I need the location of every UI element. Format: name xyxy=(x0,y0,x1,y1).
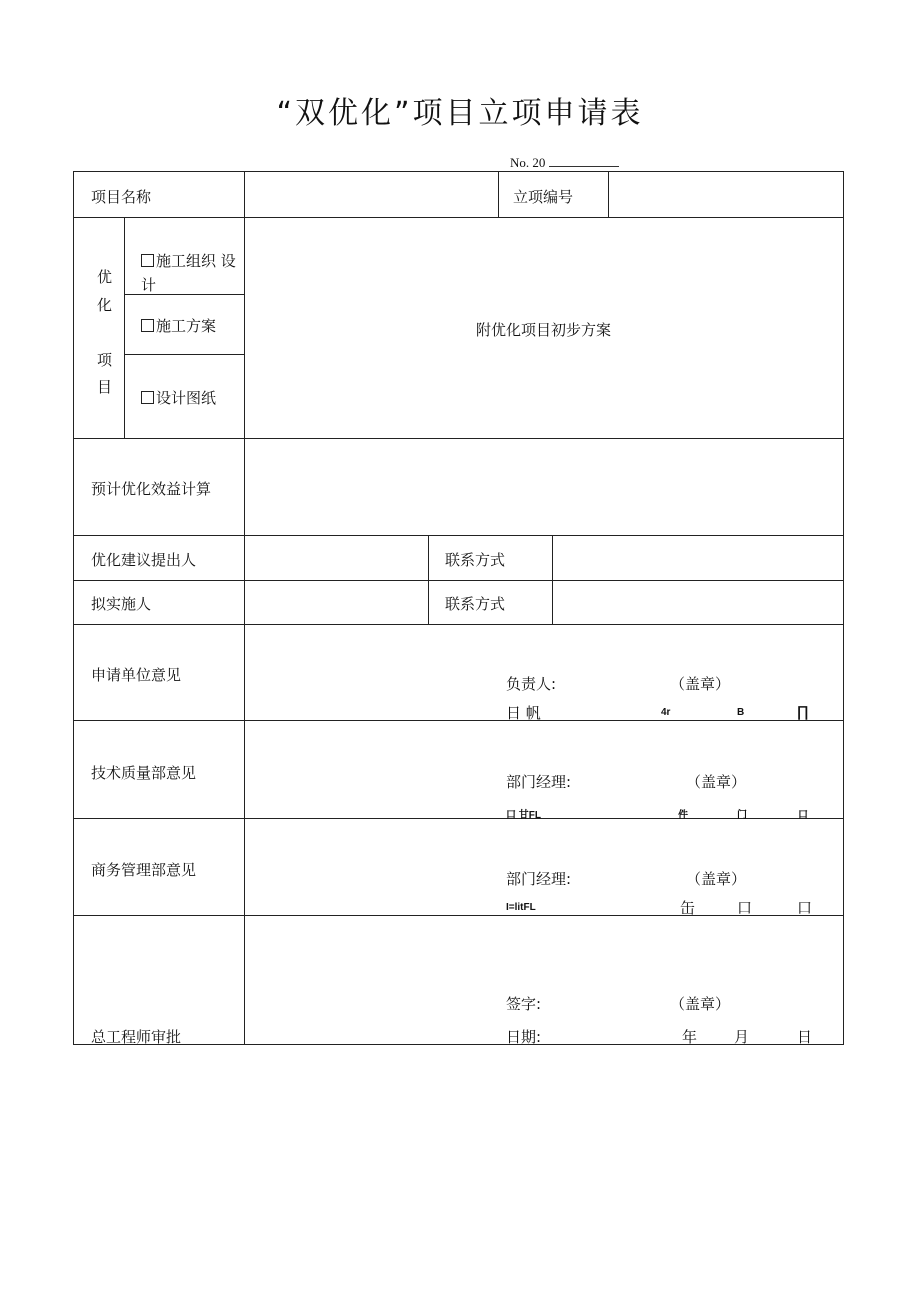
side-char: 项 xyxy=(97,351,113,369)
applicant-signer: 负责人: xyxy=(506,675,557,693)
implementer-contact-field[interactable] xyxy=(554,582,842,623)
row-divider xyxy=(73,624,844,625)
tech-seal: （盖章） xyxy=(686,773,747,791)
option-construction-plan[interactable] xyxy=(141,315,216,336)
chief-date-label: 日期: xyxy=(506,1028,542,1046)
row-divider xyxy=(73,915,844,916)
implementer-field[interactable] xyxy=(246,582,427,623)
checkbox[interactable] xyxy=(141,319,154,332)
col-divider xyxy=(428,535,429,624)
col-divider xyxy=(608,171,609,217)
applicant-year: 4r xyxy=(661,707,671,718)
row-divider xyxy=(73,217,844,218)
proposer-contact-label: 联系方式 xyxy=(445,551,506,569)
option-design-drawings[interactable] xyxy=(141,387,216,408)
form-border-left xyxy=(73,171,74,1045)
business-date-label: I=litFL xyxy=(506,902,536,913)
option-label: 设计图纸 xyxy=(156,389,217,407)
col-divider xyxy=(124,217,125,438)
project-code-label: 立项编号 xyxy=(513,188,574,206)
chief-year: 年 xyxy=(682,1028,698,1046)
business-signer: 部门经理: xyxy=(506,870,572,888)
proposer-field[interactable] xyxy=(246,537,427,579)
applicant-day: ∏ xyxy=(797,703,809,721)
col-divider xyxy=(552,535,553,624)
applicant-opinion-label: 申请单位意见 xyxy=(91,666,182,684)
option-label: 施工组织 设 xyxy=(156,252,236,270)
form-number-label: No. 20 xyxy=(510,155,546,170)
option-label: 施工方案 xyxy=(156,317,217,335)
project-name-field[interactable] xyxy=(246,173,497,216)
page-title: “双优化”项目立项申请表 xyxy=(276,96,644,131)
row-divider xyxy=(73,818,844,819)
tech-day: 口 xyxy=(798,810,808,821)
implementer-label: 拟实施人 xyxy=(91,595,152,613)
attachment-note: 附优化项目初步方案 xyxy=(476,321,612,339)
business-day: 口 xyxy=(797,899,813,917)
project-name-label: 项目名称 xyxy=(91,188,152,206)
business-year: 缶 xyxy=(680,899,696,917)
side-char: 目 xyxy=(97,378,113,396)
business-opinion-label: 商务管理部意见 xyxy=(91,861,197,879)
side-char: 优 xyxy=(97,268,113,286)
implementer-contact-label: 联系方式 xyxy=(445,595,506,613)
checkbox[interactable] xyxy=(141,391,154,404)
applicant-seal: （盖章） xyxy=(670,675,731,693)
project-code-field[interactable] xyxy=(610,173,842,216)
business-month: 口 xyxy=(737,899,753,917)
option-label-cont: 计 xyxy=(141,276,157,294)
tech-year: 件 xyxy=(678,810,688,821)
row-divider xyxy=(73,535,844,536)
form-border-right xyxy=(843,171,844,1045)
tech-signer: 部门经理: xyxy=(506,773,572,791)
label-column-divider xyxy=(244,171,245,1045)
benefit-label: 预计优化效益计算 xyxy=(91,480,212,498)
option-construction-org-design[interactable] xyxy=(141,250,236,271)
applicant-date-label: 日 帆 xyxy=(506,704,541,722)
col-divider xyxy=(498,171,499,217)
chief-month: 月 xyxy=(734,1028,750,1046)
benefit-field[interactable] xyxy=(246,440,842,534)
chief-seal: （盖章） xyxy=(670,995,731,1013)
row-divider xyxy=(73,438,844,439)
applicant-month: B xyxy=(737,707,745,718)
row-divider xyxy=(73,720,844,721)
chief-signer: 签字: xyxy=(506,995,542,1013)
proposer-contact-field[interactable] xyxy=(554,537,842,579)
form-border-bottom xyxy=(73,1044,844,1045)
chief-day: 日 xyxy=(797,1028,813,1046)
business-seal: （盖章） xyxy=(686,870,747,888)
tech-date-label: 口 甘FL xyxy=(506,810,541,821)
side-char: 化 xyxy=(97,296,113,314)
chief-approval-label: 总工程师审批 xyxy=(91,1028,182,1046)
tech-month: 门 xyxy=(737,810,747,821)
row-divider xyxy=(73,580,844,581)
form-border-top xyxy=(73,171,844,172)
checkbox[interactable] xyxy=(141,254,154,267)
tech-opinion-label: 技术质量部意见 xyxy=(91,764,197,782)
option-divider xyxy=(124,354,245,355)
proposer-label: 优化建议提出人 xyxy=(91,551,197,569)
